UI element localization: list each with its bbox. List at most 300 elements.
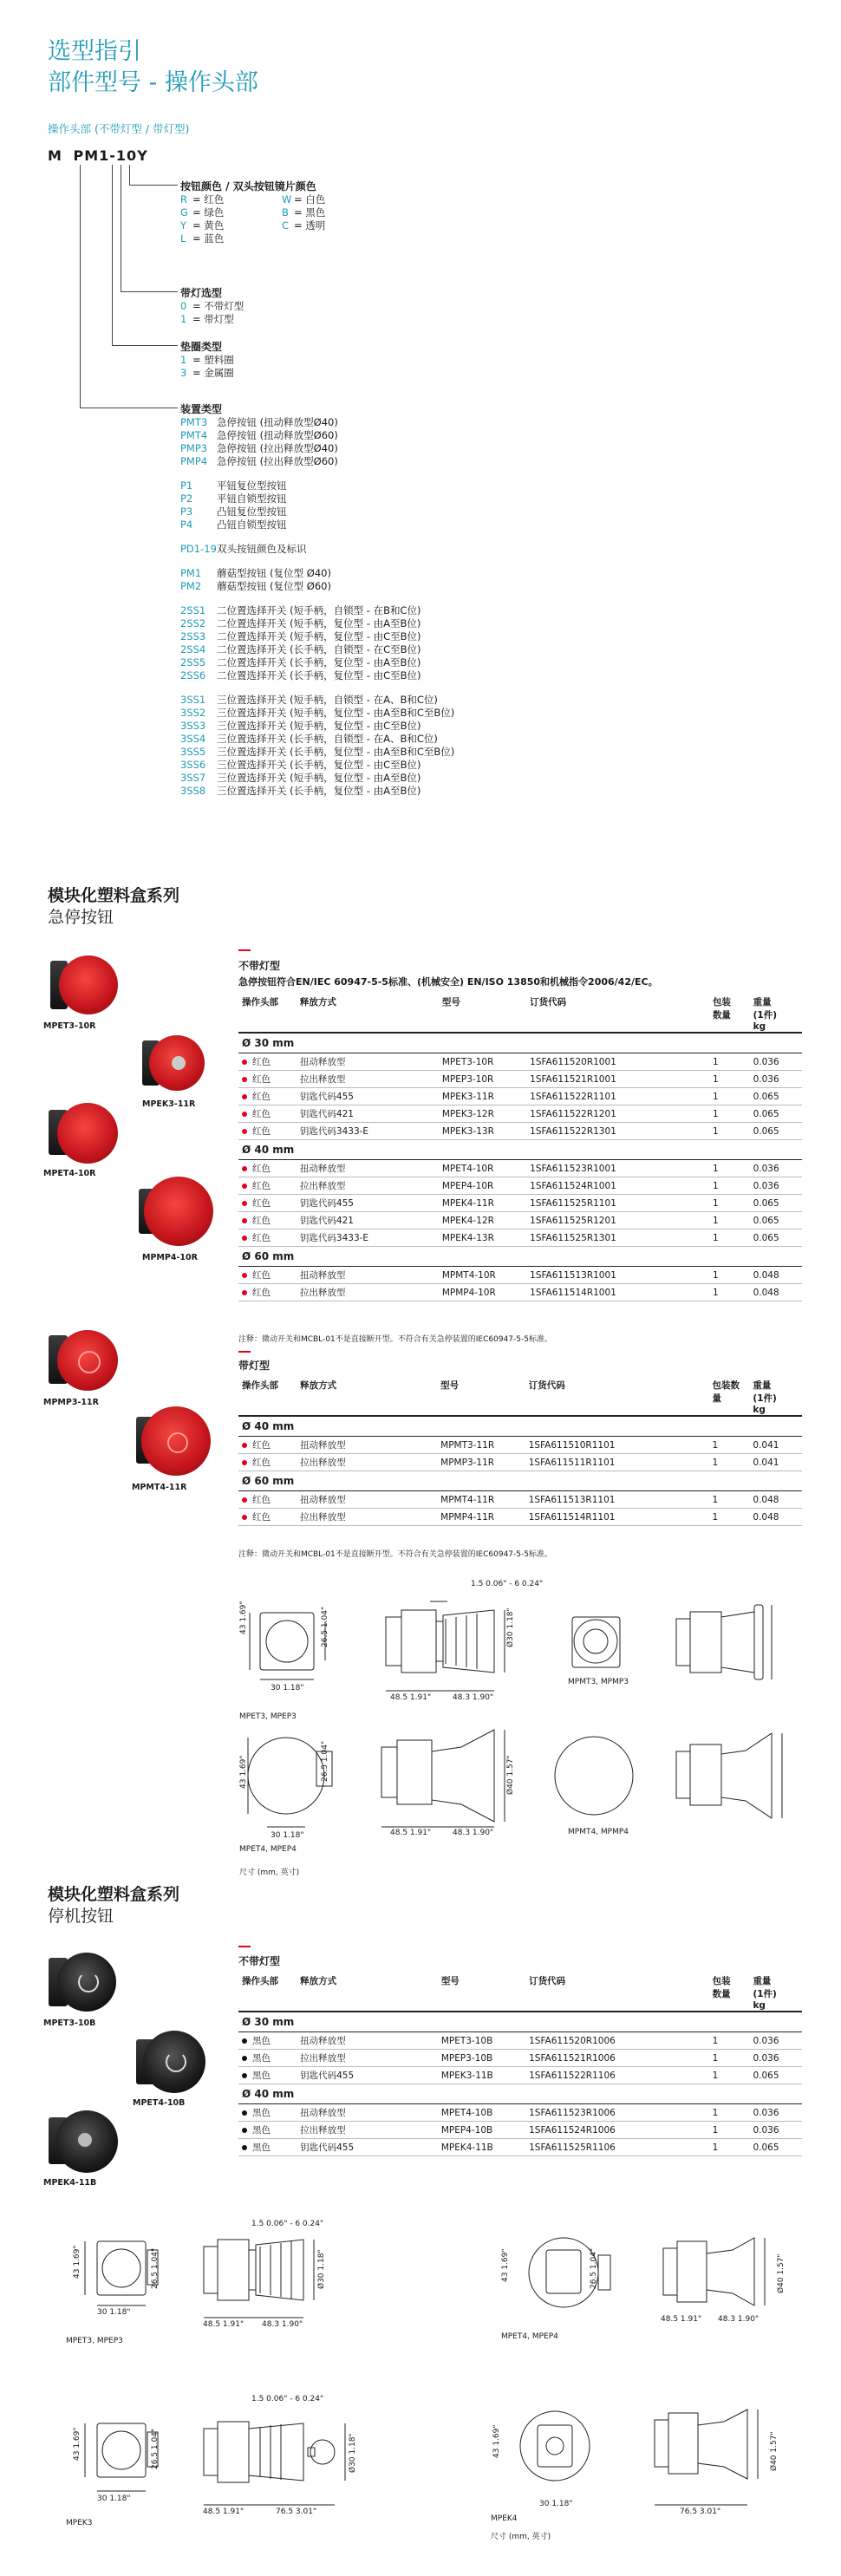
table-cell: 拉出释放型 bbox=[297, 1177, 439, 1195]
table-cell: 红色 bbox=[238, 1160, 297, 1177]
table-cell: 钥匙代码421 bbox=[297, 1105, 439, 1123]
table-cell: MPEP4-10R bbox=[439, 1177, 526, 1195]
model-prefix: M bbox=[48, 147, 62, 164]
column-header: 操作头部 bbox=[238, 1973, 297, 2012]
table-cell: 钥匙代码421 bbox=[297, 1212, 439, 1229]
color-dot-icon bbox=[242, 1443, 247, 1448]
table-cell: 1 bbox=[709, 1177, 750, 1195]
table-cell: MPEP3-10R bbox=[439, 1071, 526, 1088]
product-image-mpmt4-11r bbox=[134, 1405, 209, 1477]
color-group-title: 按钮颜色 / 双头按钮镜片颜色 bbox=[180, 180, 316, 192]
color-dot-icon bbox=[242, 1290, 247, 1295]
color-dot-icon bbox=[242, 2073, 247, 2078]
accent-bar bbox=[238, 949, 251, 951]
table-row bbox=[238, 2067, 802, 2084]
table-cell: 0.036 bbox=[749, 2050, 802, 2067]
table-cell: 钥匙代码455 bbox=[297, 2139, 438, 2156]
dim-label: 43 1.69" bbox=[73, 2427, 81, 2461]
table-cell: MPET4-10R bbox=[439, 1160, 526, 1177]
diameter-label: Ø 60 mm bbox=[238, 1471, 802, 1491]
diameter-group-row bbox=[238, 2012, 802, 2032]
table-row bbox=[238, 1105, 802, 1123]
dim-label: 26.5 1.04" bbox=[151, 2428, 160, 2469]
table-row bbox=[238, 1437, 802, 1454]
table-cell: 1 bbox=[709, 1284, 750, 1301]
table-cell: 1 bbox=[709, 2032, 750, 2050]
table-cell: MPET3-10R bbox=[439, 1053, 526, 1071]
table-cell: 1 bbox=[708, 1491, 749, 1509]
table-cell: 拉出释放型 bbox=[297, 1454, 437, 1471]
table-row bbox=[238, 1491, 802, 1509]
table-cell: 1SFA611523R1001 bbox=[526, 1160, 709, 1177]
color-dot-icon bbox=[242, 1112, 247, 1117]
dim-label: 30 1.18" bbox=[97, 2308, 131, 2317]
table-cell: 钥匙代码3433-E bbox=[297, 1229, 439, 1247]
diameter-group-row bbox=[238, 1247, 802, 1267]
table-cell: 黑色 bbox=[238, 2067, 297, 2084]
table-cell: 红色 bbox=[238, 1284, 297, 1301]
page-subtitle: 部件型号 - 操作头部 bbox=[48, 69, 258, 96]
table-cell: 0.036 bbox=[749, 2122, 802, 2139]
model-code bbox=[48, 147, 148, 164]
column-header: 型号 bbox=[438, 1973, 525, 2012]
table-cell: 0.036 bbox=[750, 1177, 802, 1195]
product-image-mpek4-11b bbox=[45, 2107, 118, 2175]
table-cell: 1 bbox=[709, 1267, 750, 1284]
unit-note: 尺寸 (mm, 英寸) bbox=[491, 2533, 551, 2541]
table-cell: MPEK4-11R bbox=[439, 1195, 526, 1212]
color-options-col2: W = 白色 B = 黑色 C = 透明 bbox=[282, 193, 326, 232]
table-cell: MPMP4-11R bbox=[437, 1509, 525, 1526]
table-note: 注释：微动开关和MCBL-01不是直接断开型。不符合有关急停装置的IEC60947-5-5标准。 bbox=[238, 1550, 552, 1559]
table-cell: 钥匙代码455 bbox=[297, 2067, 438, 2084]
product-image-mpet4-10b bbox=[134, 2029, 205, 2095]
column-header: 包装 数量 bbox=[709, 994, 750, 1033]
dim-label: 48.3 1.90" bbox=[262, 2320, 303, 2329]
table-cell: 钥匙代码455 bbox=[297, 1195, 439, 1212]
dim-label: 26.5 1.04" bbox=[321, 1740, 329, 1782]
table-row bbox=[238, 1229, 802, 1247]
dim-label: 43 1.69" bbox=[239, 1601, 248, 1634]
accent-bar bbox=[238, 1351, 251, 1353]
dim-label: 43 1.69" bbox=[501, 2248, 510, 2282]
column-header: 型号 bbox=[439, 994, 526, 1033]
table-row bbox=[238, 1454, 802, 1471]
diameter-label: Ø 30 mm bbox=[238, 2012, 802, 2032]
table-cell: 扭动释放型 bbox=[297, 2104, 438, 2122]
table-cell: MPEK4-13R bbox=[439, 1229, 526, 1247]
diameter-group-row bbox=[238, 1033, 802, 1053]
table-cell: 1SFA611514R1001 bbox=[526, 1284, 709, 1301]
product-image-mpek3-11r bbox=[139, 1032, 205, 1094]
table-cell: 红色 bbox=[238, 1053, 297, 1071]
unit-note: 尺寸 (mm, 英寸) bbox=[239, 1868, 300, 1877]
dim-label: 48.5 1.91" bbox=[203, 2508, 244, 2516]
color-dot-icon bbox=[242, 2056, 247, 2061]
color-dot-icon bbox=[242, 1236, 247, 1241]
color-dot-icon bbox=[242, 1094, 247, 1099]
product-label: MPMT4-11R bbox=[132, 1483, 187, 1492]
dim-label: 48.5 1.91" bbox=[203, 2320, 244, 2329]
column-header: 订货代码 bbox=[525, 1973, 708, 2012]
table-header-row bbox=[238, 1377, 802, 1416]
dim-label: 26.5 1.04" bbox=[590, 2247, 598, 2289]
table-cell: 1 bbox=[709, 1160, 750, 1177]
table-description: 急停按钮符合EN/IEC 60947-5-5标准、(机械安全) EN/ISO 13850和机械指令2006/42/EC。 bbox=[238, 976, 658, 988]
column-header: 型号 bbox=[437, 1377, 525, 1416]
page-title: 选型指引 bbox=[48, 38, 141, 65]
dim-label: 48.5 1.91" bbox=[390, 1829, 432, 1837]
diameter-group-row bbox=[238, 1471, 802, 1491]
product-image-mpet3-10b bbox=[45, 1949, 118, 2015]
table-cell: 0.065 bbox=[750, 1212, 802, 1229]
table-cell: MPET3-10B bbox=[438, 2032, 525, 2050]
table-cell: 扭动释放型 bbox=[297, 1053, 439, 1071]
table-title: 不带灯型 bbox=[238, 1955, 281, 1967]
table-cell: 黑色 bbox=[238, 2139, 297, 2156]
table-cell: 红色 bbox=[238, 1212, 297, 1229]
table-cell: 1SFA611513R1101 bbox=[525, 1491, 709, 1509]
table-cell: 红色 bbox=[238, 1229, 297, 1247]
color-dot-icon bbox=[242, 1273, 247, 1278]
dim-label: 30 1.18" bbox=[97, 2494, 131, 2503]
table-cell: 扭动释放型 bbox=[297, 1437, 437, 1454]
table-cell: 1SFA611510R1101 bbox=[525, 1437, 709, 1454]
table-cell: 1 bbox=[709, 1212, 750, 1229]
diameter-group-row bbox=[238, 1140, 802, 1160]
device-group-estop: PMT3 急停按钮 (扭动释放型Ø40) PMT4 急停按钮 (扭动释放型Ø60) PMP3 急停按钮 (拉出释放型Ø40) PMP4 急停按钮 (拉出释放型Ø60) bbox=[180, 416, 338, 467]
dim-label: 48.3 1.90" bbox=[453, 1829, 494, 1837]
table-cell: 0.036 bbox=[750, 1071, 802, 1088]
table-cell: 1SFA611521R1006 bbox=[525, 2050, 708, 2067]
table-cell: MPEK3-11B bbox=[438, 2067, 525, 2084]
dim-label: Ø40 1.57" bbox=[777, 2253, 786, 2293]
dim-label: Ø30 1.18" bbox=[349, 2433, 357, 2473]
table-cell: 1 bbox=[709, 2067, 750, 2084]
table-cell: 0.065 bbox=[749, 2067, 802, 2084]
column-header: 操作头部 bbox=[238, 1377, 297, 1416]
table-row bbox=[238, 1160, 802, 1177]
table-row bbox=[238, 2104, 802, 2122]
column-header: 重量 (1件) kg bbox=[749, 1377, 802, 1416]
column-header: 包装数 量 bbox=[708, 1377, 749, 1416]
color-dot-icon bbox=[242, 2128, 247, 2133]
diameter-label: Ø 30 mm bbox=[238, 1033, 802, 1053]
diameter-group-row bbox=[238, 1416, 802, 1437]
device-group-3ss: 3SS1 三位置选择开关 (短手柄，自锁型 - 在A、B和C位) 3SS2 三位置选择开关 (短手柄，复位型 - 由A至B和C至B位) 3SS3 三位置选择开关 (短手柄，复位型 - 由C至B位) 3SS4 三位置选择开关 (长手柄，自锁型 - 在A、B和C位) 3SS5 三位置选择开关 (长手柄，复位型 - 由A至B和C至B位) 3SS6 三位置选择开关 (长手柄，复位型 - 由C至B位) 3SS7 三位置选择开关 (短手柄，复位型 - 由A至B位) 3SS8 三位置选择开关 (长手柄，复位型 - 由A至B位) bbox=[180, 694, 455, 797]
table-cell: 1SFA611525R1201 bbox=[526, 1212, 709, 1229]
drawing-caption: MPMT4, MPMP4 bbox=[568, 1828, 629, 1836]
dim-label: 30 1.18" bbox=[271, 1684, 304, 1692]
table-row bbox=[238, 2122, 802, 2139]
table-cell: 0.041 bbox=[749, 1437, 802, 1454]
table-row bbox=[238, 2032, 802, 2050]
dim-label: 43 1.69" bbox=[492, 2424, 501, 2458]
table-cell: 1SFA611513R1001 bbox=[526, 1267, 709, 1284]
drawing-caption: MPET4, MPEP4 bbox=[501, 2332, 558, 2341]
table-cell: 0.048 bbox=[749, 1509, 802, 1526]
table-cell: 红色 bbox=[238, 1123, 297, 1140]
color-dot-icon bbox=[242, 1218, 247, 1223]
table-cell: 1 bbox=[708, 1437, 749, 1454]
section1-heading: 模块化塑料盒系列 bbox=[48, 886, 180, 905]
table-cell: 1SFA611520R1001 bbox=[526, 1053, 709, 1071]
table-cell: 拉出释放型 bbox=[297, 2050, 438, 2067]
accent-bar bbox=[238, 1946, 251, 1947]
color-dot-icon bbox=[242, 1201, 247, 1206]
diameter-label: Ø 40 mm bbox=[238, 1416, 802, 1437]
drawing-caption: MPET3, MPEP3 bbox=[66, 2337, 123, 2345]
table-row bbox=[238, 2050, 802, 2067]
color-dot-icon bbox=[242, 1166, 247, 1171]
color-dot-icon bbox=[242, 2038, 247, 2044]
table-cell: 1 bbox=[709, 1229, 750, 1247]
product-label: MPET3-10R bbox=[43, 1021, 96, 1031]
light-options: 0 = 不带灯型 1 = 带灯型 bbox=[180, 300, 244, 325]
section1-subheading: 急停按钮 bbox=[48, 908, 114, 927]
table-row bbox=[238, 1123, 802, 1140]
table-row bbox=[238, 1195, 802, 1212]
table-row bbox=[238, 1509, 802, 1526]
table-cell: 红色 bbox=[238, 1267, 297, 1284]
color-dot-icon bbox=[242, 1077, 247, 1082]
table-cell: 1 bbox=[709, 1123, 750, 1140]
section-subtitle: 操作头部 (不带灯型 / 带灯型) bbox=[48, 122, 190, 135]
table-cell: 0.065 bbox=[750, 1088, 802, 1105]
color-dot-icon bbox=[242, 1497, 247, 1503]
table-cell: 黑色 bbox=[238, 2122, 297, 2139]
dim-label: Ø40 1.57" bbox=[770, 2431, 779, 2471]
product-label: MPET4-10B bbox=[133, 2098, 186, 2108]
drawing-caption: MPET3, MPEP3 bbox=[239, 1712, 297, 1721]
drawing-caption: MPEK3 bbox=[66, 2519, 93, 2527]
table-cell: 1 bbox=[709, 2104, 750, 2122]
table-cell: MPMP4-10R bbox=[439, 1284, 526, 1301]
table-cell: 0.065 bbox=[750, 1123, 802, 1140]
device-group-title: 装置类型 bbox=[180, 403, 223, 415]
table-cell: 1 bbox=[709, 1088, 750, 1105]
table-row bbox=[238, 1267, 802, 1284]
dim-label: 26.5 1.04" bbox=[321, 1606, 329, 1647]
dim-label: 1.5 0.06" - 6 0.24" bbox=[251, 2220, 324, 2228]
table-cell: 黑色 bbox=[238, 2104, 297, 2122]
table-row bbox=[238, 1177, 802, 1195]
table-cell: 1SFA611522R1201 bbox=[526, 1105, 709, 1123]
table-cell: 红色 bbox=[238, 1071, 297, 1088]
table-cell: 1SFA611525R1301 bbox=[526, 1229, 709, 1247]
table-cell: 扭动释放型 bbox=[297, 1160, 439, 1177]
table-cell: 钥匙代码3433-E bbox=[297, 1123, 439, 1140]
table-row bbox=[238, 1284, 802, 1301]
product-label: MPET4-10R bbox=[43, 1169, 96, 1178]
spec-table-stop bbox=[238, 1973, 802, 2156]
table-cell: 1SFA611522R1101 bbox=[526, 1088, 709, 1105]
table-cell: 扭动释放型 bbox=[297, 1491, 437, 1509]
drawing-caption: MPET4, MPEP4 bbox=[239, 1845, 297, 1854]
tree-line bbox=[112, 345, 178, 346]
table-cell: 0.065 bbox=[750, 1105, 802, 1123]
dim-label: Ø30 1.18" bbox=[317, 2249, 326, 2289]
table-title: 带灯型 bbox=[238, 1360, 271, 1372]
column-header: 重量 (1件) kg bbox=[749, 1973, 802, 2012]
table-cell: 1SFA611520R1006 bbox=[525, 2032, 708, 2050]
table-cell: 1 bbox=[709, 2139, 750, 2156]
product-image-mpmp3-11r bbox=[45, 1327, 118, 1394]
table-cell: MPEP4-10B bbox=[438, 2122, 525, 2139]
table-cell: MPEK4-12R bbox=[439, 1212, 526, 1229]
column-header: 包装 数量 bbox=[709, 1973, 750, 2012]
table-cell: 1SFA611521R1001 bbox=[526, 1071, 709, 1088]
table-cell: 1SFA611524R1006 bbox=[525, 2122, 708, 2139]
table-note: 注释：微动开关和MCBL-01不是直接断开型。不符合有关急停装置的IEC60947-5-5标准。 bbox=[238, 1335, 552, 1344]
drawing-caption: MPMT3, MPMP3 bbox=[568, 1678, 629, 1686]
table-cell: MPEK3-11R bbox=[439, 1088, 526, 1105]
dim-label: Ø30 1.18" bbox=[506, 1608, 515, 1647]
diameter-label: Ø 60 mm bbox=[238, 1247, 802, 1267]
table-cell: 1 bbox=[709, 1105, 750, 1123]
table-row bbox=[238, 2139, 802, 2156]
color-dot-icon bbox=[242, 2145, 247, 2150]
table-cell: MPET4-10B bbox=[438, 2104, 525, 2122]
table-cell: 1SFA611525R1101 bbox=[526, 1195, 709, 1212]
device-group-2ss: 2SS1 二位置选择开关 (短手柄，自锁型 - 在B和C位) 2SS2 二位置选择开关 (短手柄，复位型 - 由A至B位) 2SS3 二位置选择开关 (短手柄，复位型 - 由C至B位) 2SS4 二位置选择开关 (长手柄，自锁型 - 在C至B位) 2SS5 二位置选择开关 (长手柄，复位型 - 由A至B位) 2SS6 二位置选择开关 (长手柄，复位型 - 由C至B位) bbox=[180, 604, 421, 681]
dim-label: 48.5 1.91" bbox=[390, 1693, 432, 1702]
color-dot-icon bbox=[242, 2110, 247, 2116]
color-dot-icon bbox=[242, 1460, 247, 1465]
table-row bbox=[238, 1071, 802, 1088]
table-cell: 0.065 bbox=[750, 1195, 802, 1212]
table-cell: MPMT4-11R bbox=[437, 1491, 525, 1509]
table-cell: MPMT3-11R bbox=[437, 1437, 525, 1454]
table-cell: MPMT4-10R bbox=[439, 1267, 526, 1284]
table-cell: 拉出释放型 bbox=[297, 1071, 439, 1088]
dim-label: 43 1.69" bbox=[239, 1755, 248, 1789]
table-cell: 黑色 bbox=[238, 2032, 297, 2050]
color-dot-icon bbox=[242, 1129, 247, 1134]
table-cell: 红色 bbox=[238, 1105, 297, 1123]
table-cell: 红色 bbox=[238, 1088, 297, 1105]
table-cell: 1 bbox=[708, 1454, 749, 1471]
dim-label: 30 1.18" bbox=[539, 2500, 573, 2508]
table-cell: 扭动释放型 bbox=[297, 2032, 438, 2050]
product-label: MPET3-10B bbox=[43, 2018, 96, 2028]
table-cell: 1 bbox=[709, 1071, 750, 1088]
table-cell: 1 bbox=[709, 1195, 750, 1212]
product-label: MPEK3-11R bbox=[142, 1099, 196, 1109]
table-cell: 0.065 bbox=[750, 1229, 802, 1247]
diameter-group-row bbox=[238, 2084, 802, 2104]
table-cell: 拉出释放型 bbox=[297, 1284, 439, 1301]
column-header: 订货代码 bbox=[525, 1377, 709, 1416]
light-group-title: 带灯选型 bbox=[180, 287, 223, 299]
dim-label: 76.5 3.01" bbox=[276, 2508, 317, 2516]
product-label: MPMP3-11R bbox=[43, 1398, 99, 1407]
table-cell: 0.048 bbox=[749, 1491, 802, 1509]
table-cell: 红色 bbox=[238, 1454, 297, 1471]
product-image-mpet3-10r bbox=[45, 952, 120, 1018]
table-cell: 0.048 bbox=[750, 1284, 802, 1301]
column-header: 操作头部 bbox=[238, 994, 297, 1033]
table-cell: 1SFA611524R1001 bbox=[526, 1177, 709, 1195]
column-header: 订货代码 bbox=[526, 994, 709, 1033]
color-dot-icon bbox=[242, 1060, 247, 1065]
ring-options: 1 = 塑料圈 3 = 金属圈 bbox=[180, 354, 234, 379]
product-image-mpmp4-10r bbox=[137, 1175, 210, 1248]
dim-label: Ø40 1.57" bbox=[506, 1755, 515, 1795]
table-cell: 拉出释放型 bbox=[297, 1509, 437, 1526]
device-group-double: PD1-19双头按钮颜色及标识 bbox=[180, 543, 307, 555]
device-group-mushroom: PM1 蘑菇型按钮 (复位型 Ø40) PM2 蘑菇型按钮 (复位型 Ø60) bbox=[180, 567, 331, 592]
table-cell: 0.036 bbox=[750, 1053, 802, 1071]
table-cell: 1SFA611525R1106 bbox=[525, 2139, 708, 2156]
dim-label: 1.5 0.06" - 6 0.24" bbox=[251, 2395, 324, 2403]
dim-label: 48.3 1.90" bbox=[453, 1693, 494, 1702]
color-options-col1: R = 红色 G = 绿色 Y = 黄色 L = 蓝色 bbox=[180, 193, 225, 245]
tree-line bbox=[112, 165, 113, 345]
table-cell: MPEK3-12R bbox=[439, 1105, 526, 1123]
table-cell: 1SFA611511R1101 bbox=[525, 1454, 709, 1471]
table-cell: 红色 bbox=[238, 1177, 297, 1195]
spec-table-estop-unlit bbox=[238, 994, 802, 1301]
spec-table-estop-lit bbox=[238, 1377, 802, 1526]
table-cell: 0.065 bbox=[749, 2139, 802, 2156]
table-cell: 红色 bbox=[238, 1195, 297, 1212]
table-cell: 红色 bbox=[238, 1491, 297, 1509]
table-row bbox=[238, 1212, 802, 1229]
table-cell: 钥匙代码455 bbox=[297, 1088, 439, 1105]
table-cell: 1SFA611522R1301 bbox=[526, 1123, 709, 1140]
ring-group-title: 垫圈类型 bbox=[180, 341, 223, 353]
tree-line bbox=[129, 165, 130, 185]
table-cell: 0.048 bbox=[750, 1267, 802, 1284]
model-number: PM1-10Y bbox=[73, 147, 148, 164]
diameter-label: Ø 40 mm bbox=[238, 2084, 802, 2104]
dim-label: 48.5 1.91" bbox=[661, 2315, 702, 2324]
dim-label: 43 1.69" bbox=[73, 2245, 81, 2279]
table-row bbox=[238, 1053, 802, 1071]
table-title: 不带灯型 bbox=[238, 960, 281, 972]
tree-line bbox=[121, 291, 178, 292]
table-cell: 1 bbox=[708, 1509, 749, 1526]
table-cell: 扭动释放型 bbox=[297, 1267, 439, 1284]
device-group-pushbutton: P1 平钮复位型按钮 P2 平钮自锁型按钮 P3 凸钮复位型按钮 P4 凸钮自锁型按钮 bbox=[180, 479, 287, 531]
table-cell: 1 bbox=[709, 2122, 750, 2139]
column-header: 释放方式 bbox=[297, 1973, 438, 2012]
color-dot-icon bbox=[242, 1515, 247, 1520]
table-cell: 1SFA611514R1101 bbox=[525, 1509, 709, 1526]
drawing-caption: MPEK4 bbox=[491, 2514, 518, 2523]
table-cell: MPEK3-13R bbox=[439, 1123, 526, 1140]
table-cell: 黑色 bbox=[238, 2050, 297, 2067]
table-cell: 红色 bbox=[238, 1509, 297, 1526]
device-options bbox=[180, 416, 544, 798]
product-image-mpet4-10r bbox=[45, 1099, 118, 1165]
color-dot-icon bbox=[242, 1184, 247, 1189]
table-cell: 1SFA611523R1006 bbox=[525, 2104, 708, 2122]
table-cell: 红色 bbox=[238, 1437, 297, 1454]
diameter-label: Ø 40 mm bbox=[238, 1140, 802, 1160]
section2-subheading: 停机按钮 bbox=[48, 1907, 114, 1926]
product-label: MPMP4-10R bbox=[142, 1253, 198, 1262]
tree-line bbox=[129, 185, 178, 186]
table-cell: 拉出释放型 bbox=[297, 2122, 438, 2139]
table-cell: MPEK4-11B bbox=[438, 2139, 525, 2156]
column-header: 释放方式 bbox=[297, 994, 439, 1033]
column-header: 重量 (1件) kg bbox=[750, 994, 802, 1033]
column-header: 释放方式 bbox=[297, 1377, 437, 1416]
dim-label: 26.5 1.04" bbox=[151, 2247, 160, 2289]
table-cell: 0.036 bbox=[750, 1160, 802, 1177]
